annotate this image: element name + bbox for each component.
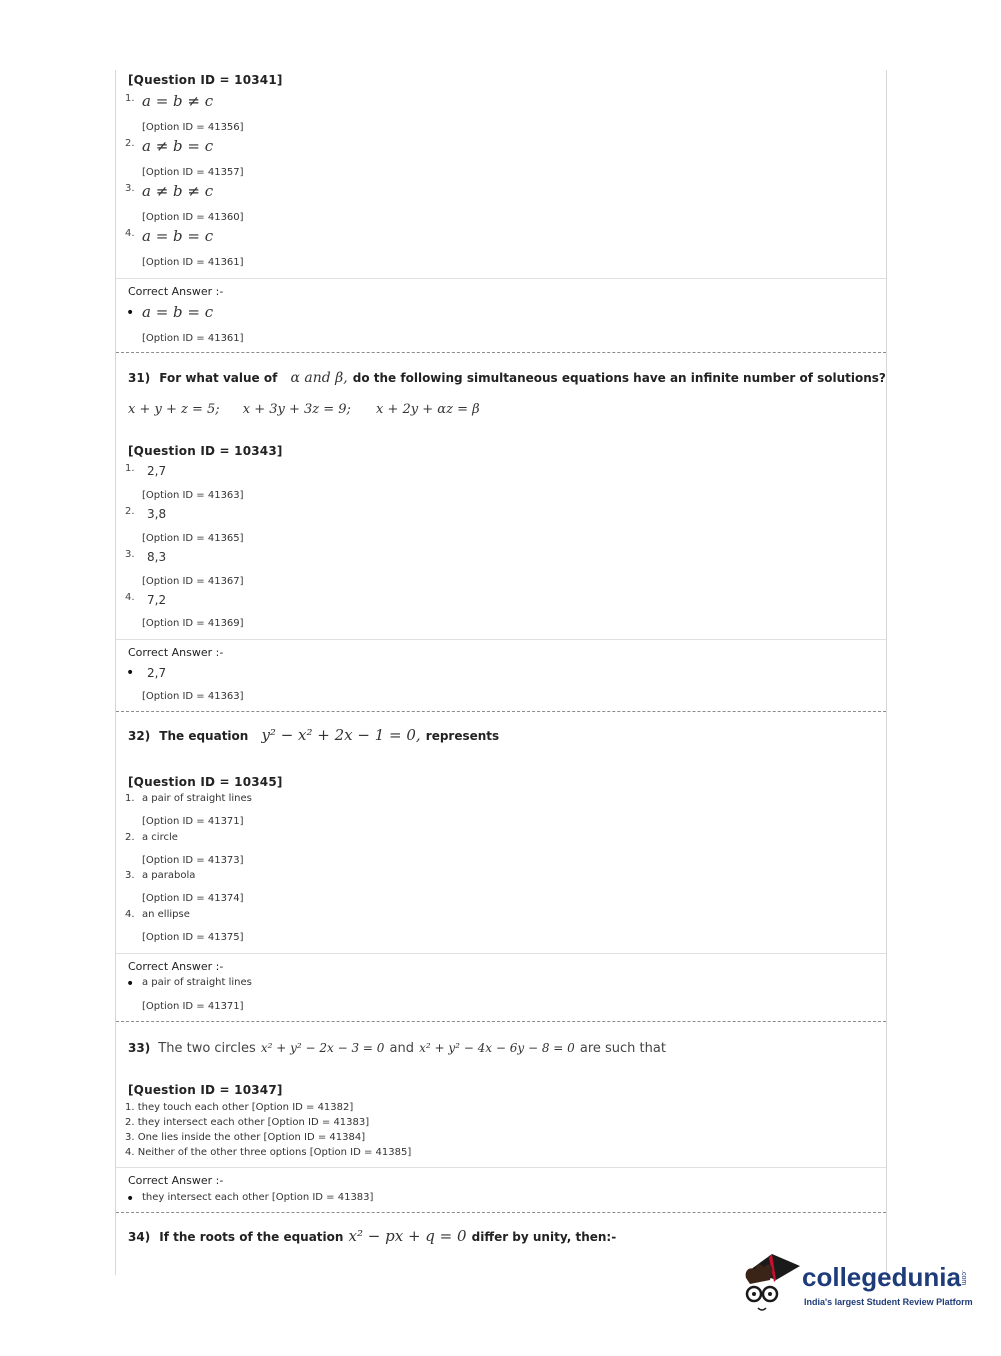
- question-divider: [116, 1021, 886, 1022]
- option-value: 2,7: [147, 464, 167, 478]
- question-stem: The two circles: [158, 1041, 256, 1056]
- correct-answer-label: Correct Answer :-: [128, 960, 224, 973]
- option-number: 1.: [125, 793, 135, 804]
- logo-wordmark: collegedunia: [802, 1262, 961, 1292]
- question-stem: If the roots of the equation: [159, 1230, 344, 1244]
- option-line: 2. they intersect each other [Option ID = 41383]: [125, 1117, 370, 1128]
- equation: x + 3y + 3z = 9;: [242, 402, 351, 417]
- question-stem: do the following simultaneous equations have an infinite number of solutions?: [352, 371, 886, 385]
- option-math: a = b = c: [142, 227, 214, 245]
- question-id: [Question ID = 10347]: [128, 1083, 283, 1097]
- option-line: 1. they touch each other [Option ID = 41382]: [125, 1102, 354, 1113]
- section-divider: [116, 953, 886, 954]
- option-value: a circle: [142, 832, 178, 843]
- option-id: [Option ID = 41365]: [142, 533, 244, 544]
- question-text: [128, 1037, 666, 1056]
- equations-row: [128, 398, 480, 417]
- option-id: [Option ID = 41356]: [142, 122, 244, 133]
- option-value: a parabola: [142, 870, 196, 881]
- option-number: 2.: [125, 506, 135, 517]
- question-number: 32): [128, 729, 151, 743]
- mascot-icon: [742, 1248, 804, 1318]
- correct-answer-label: Correct Answer :-: [128, 646, 224, 659]
- option-number: 4.: [125, 228, 135, 239]
- option-id: [Option ID = 41371]: [142, 816, 244, 827]
- question-text: [128, 1226, 616, 1245]
- question-number: 33): [128, 1041, 151, 1055]
- collegedunia-logo: [742, 1248, 972, 1320]
- logo-tagline: India's largest Student Review Platform: [804, 1297, 973, 1307]
- question-divider: [116, 352, 886, 353]
- option-id: [Option ID = 41375]: [142, 932, 244, 943]
- correct-answer-math: a = b = c: [142, 303, 214, 321]
- correct-answer-value: a pair of straight lines: [142, 977, 252, 988]
- question-id: [Question ID = 10341]: [128, 73, 283, 87]
- option-id: [Option ID = 41361]: [142, 257, 244, 268]
- option-id: [Option ID = 41373]: [142, 855, 244, 866]
- question-math: α and β,: [290, 370, 348, 386]
- option-number: 3.: [125, 183, 135, 194]
- option-number: 1.: [125, 463, 135, 474]
- correct-answer-value: 2,7: [147, 666, 167, 680]
- option-math: a = b ≠ c: [142, 92, 214, 110]
- option-id: [Option ID = 41363]: [142, 490, 244, 501]
- option-id: [Option ID = 41369]: [142, 618, 244, 629]
- option-number: 4.: [125, 592, 135, 603]
- option-id: [Option ID = 41357]: [142, 167, 244, 178]
- correct-answer-label: Correct Answer :-: [128, 285, 224, 298]
- section-divider: [116, 278, 886, 279]
- question-math: x² + y² − 2x − 3 = 0: [260, 1041, 385, 1055]
- option-id: [Option ID = 41371]: [142, 1001, 244, 1012]
- bullet-icon: •: [126, 1191, 135, 1207]
- question-number: 34): [128, 1230, 151, 1244]
- option-line: 3. One lies inside the other [Option ID = 41384]: [125, 1132, 366, 1143]
- option-number: 1.: [125, 93, 135, 104]
- bullet-icon: •: [126, 976, 135, 992]
- option-number: 3.: [125, 870, 135, 881]
- question-math: y² − x² + 2x − 1 = 0,: [261, 726, 421, 744]
- question-stem: differ by unity, then:-: [471, 1230, 617, 1244]
- question-stem: For what value of: [159, 371, 278, 385]
- option-id: [Option ID = 41361]: [142, 333, 244, 344]
- option-value: an ellipse: [142, 909, 190, 920]
- option-line: 4. Neither of the other three options [Option ID = 41385]: [125, 1147, 412, 1158]
- option-number: 3.: [125, 549, 135, 560]
- section-divider: [116, 1167, 886, 1168]
- option-value: 3,8: [147, 507, 167, 521]
- equation: x + y + z = 5;: [128, 402, 220, 417]
- bullet-icon: •: [126, 305, 135, 321]
- option-value: 7,2: [147, 593, 167, 607]
- equation: x + 2y + αz = β: [376, 402, 480, 417]
- section-divider: [116, 639, 886, 640]
- option-value: a pair of straight lines: [142, 793, 252, 804]
- option-id: [Option ID = 41367]: [142, 576, 244, 587]
- option-value: 8,3: [147, 550, 167, 564]
- question-divider: [116, 1212, 886, 1213]
- option-id: [Option ID = 41360]: [142, 212, 244, 223]
- document-page: [115, 70, 887, 1275]
- bullet-icon: •: [126, 665, 135, 681]
- question-number: 31): [128, 371, 151, 385]
- question-stem: and: [389, 1041, 414, 1056]
- question-math: x² + y² − 4x − 6y − 8 = 0: [419, 1041, 575, 1055]
- question-divider: [116, 711, 886, 712]
- option-number: 2.: [125, 138, 135, 149]
- option-number: 2.: [125, 832, 135, 843]
- question-text: [128, 367, 886, 386]
- question-stem: The equation: [159, 729, 249, 743]
- option-math: a ≠ b = c: [142, 137, 214, 155]
- option-number: 4.: [125, 909, 135, 920]
- question-math: x² − px + q = 0: [348, 1227, 467, 1245]
- question-id: [Question ID = 10345]: [128, 775, 283, 789]
- correct-answer-value: they intersect each other [Option ID = 41383]: [142, 1192, 374, 1203]
- logo-suffix: .com: [960, 1270, 967, 1286]
- option-id: [Option ID = 41363]: [142, 691, 244, 702]
- question-stem: are such that: [579, 1041, 666, 1056]
- question-id: [Question ID = 10343]: [128, 444, 283, 458]
- correct-answer-label: Correct Answer :-: [128, 1174, 224, 1187]
- option-id: [Option ID = 41374]: [142, 893, 244, 904]
- question-text: [128, 725, 499, 744]
- option-math: a ≠ b ≠ c: [142, 182, 214, 200]
- question-stem: represents: [425, 729, 500, 743]
